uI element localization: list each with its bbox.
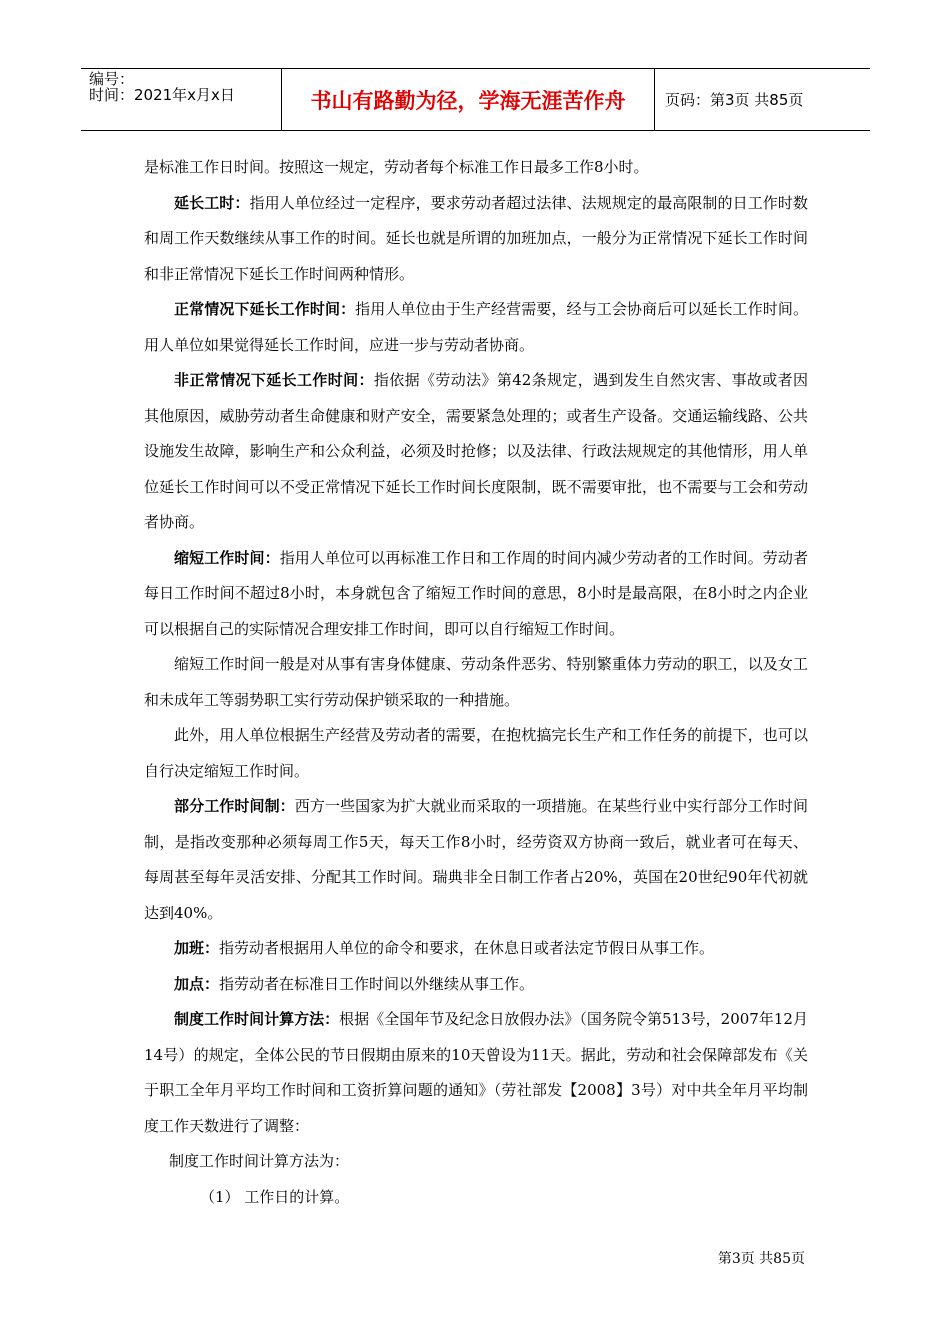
paragraph xyxy=(144,363,808,541)
header-meta xyxy=(81,69,281,130)
paragraph-text: 指劳动者在标准日工作时间以外继续从事工作。 xyxy=(219,974,535,993)
paragraph xyxy=(144,541,808,648)
paragraph xyxy=(144,186,808,293)
paragraph xyxy=(144,647,808,718)
paragraph-text: 指用人单位由于生产经营需要，经与工会协商后可以延长工作时间。用人单位如果觉得延长工作时间，应进一步与劳动者协商。 xyxy=(144,300,808,354)
paragraph xyxy=(144,718,808,789)
paragraph xyxy=(144,292,808,363)
page-header xyxy=(81,68,870,131)
term-label: 部分工作时间制： xyxy=(174,797,295,815)
header-motto: 书山有路勤为径，学海无涯苦作舟 xyxy=(281,69,655,130)
paragraph xyxy=(144,967,808,1003)
paragraph xyxy=(144,150,808,186)
list-item: （1） 工作日的计算。 xyxy=(200,1187,350,1206)
time-label: 时间：2021年x月x日 xyxy=(89,86,235,104)
paragraph-text: 指劳动者根据用人单位的命令和要求，在休息日或者法定节假日从事工作。 xyxy=(219,939,715,957)
term-label: 非正常情况下延长工作时间： xyxy=(174,371,374,389)
paragraph-text: 指用人单位可以再标准工作日和工作周的时间内减少劳动者的工作时间。劳动者每日工作时间不超过8小时，本身就包含了缩短工作时间的意思，8小时是最高限，在8小时之内企业可以根据自己的实际情况合理安排工作时间，即可以自行缩短工作时间。 xyxy=(144,548,808,638)
paragraph-text: 指依据《劳动法》第42条规定，遇到发生自然灾害、事故或者因其他原因，威胁劳动者生命健康和财产安全，需要紧急处理的；或者生产设备。交通运输线路、公共设施发生故障，影响生产和公众利益，必须及时抢修；以及法律、行政法规规定的其他情形，用人单位延长工作时间可以不受正常情况下延长工作时间长度限制，既不需要审批，也不需要与工会和劳动者协商。 xyxy=(144,371,808,531)
paragraph-text: 缩短工作时间一般是对从事有害身体健康、劳动条件恶劣、特别繁重体力劳动的职工，以及女工和未成年工等弱势职工实行劳动保护锁采取的一种措施。 xyxy=(144,655,808,709)
paragraph-text: 根据《全国年节及纪念日放假办法》（国务院令第513号，2007年12月14号）的规定，全体公民的节日假期由原来的10天曾设为11天。据此，劳动和社会保障部发布《关于职工全年月平均工作时间和工资折算问题的通知》（劳社部发【2008】3号）对中共全年月平均制度工作天数进行了调整： xyxy=(144,1010,808,1135)
paragraph-text: 西方一些国家为扩大就业而采取的一项措施。在某些行业中实行部分工作时间制，是指改变那种必须每周工作5天，每天工作8小时，经劳资双方协商一致后，就业者可在每天、每周甚至每年灵活安排、分配其工作时间。瑞典非全日制工作者占20%，英国在20世纪90年代初就达到40%。 xyxy=(144,797,808,922)
term-label: 缩短工作时间： xyxy=(174,548,280,567)
paragraph-text: 指用人单位经过一定程序，要求劳动者超过法律、法规规定的最高限制的日工作时数和周工作天数继续从事工作的时间。延长也就是所谓的加班加点，一般分为正常情况下延长工作时间和非正常情况下延长工作时间两种情形。 xyxy=(144,193,808,283)
code-label: 编号： xyxy=(89,70,135,88)
paragraph xyxy=(144,789,808,931)
term-label: 加班： xyxy=(174,939,220,957)
term-label: 加点： xyxy=(174,974,220,993)
paragraph xyxy=(144,931,808,967)
paragraph-text: 是标准工作日时间。按照这一规定，劳动者每个标准工作日最多工作8小时。 xyxy=(144,158,649,176)
term-label: 延长工时： xyxy=(174,193,250,212)
page-footer: 第3页 共85页 xyxy=(717,1251,805,1267)
paragraph xyxy=(144,1002,808,1144)
calc-method-line: 制度工作时间计算方法为： xyxy=(169,1152,350,1170)
document-body xyxy=(144,150,808,1215)
term-label: 正常情况下延长工作时间： xyxy=(174,300,356,318)
term-label: 制度工作时间计算方法： xyxy=(174,1010,340,1028)
header-page-info: 页码：第3页 共85页 xyxy=(665,91,804,109)
paragraph-text: 此外，用人单位根据生产经营及劳动者的需要，在抱枕搞完长生产和工作任务的前提下，也可以自行决定缩短工作时间。 xyxy=(144,726,808,780)
